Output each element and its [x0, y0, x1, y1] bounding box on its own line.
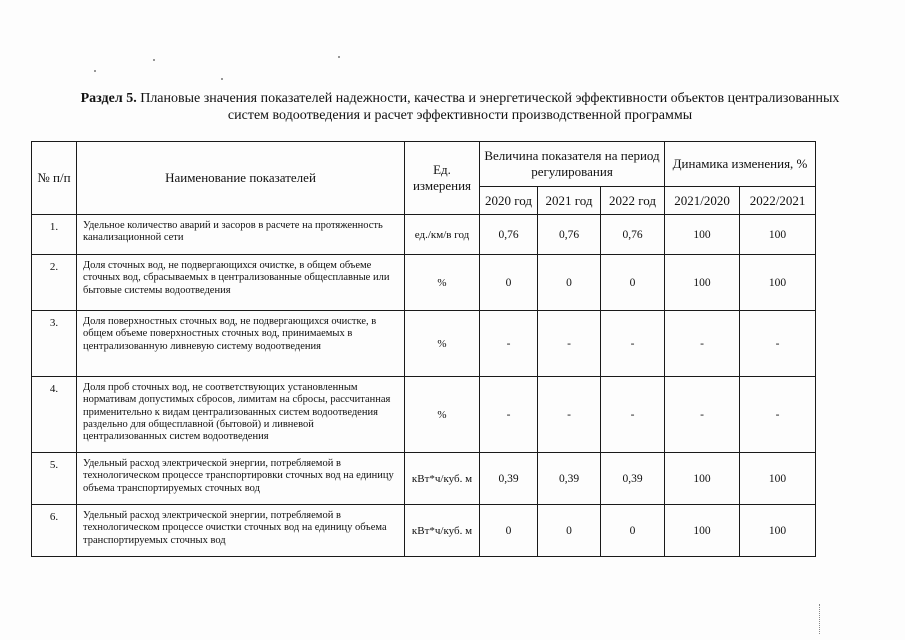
- indicator-name: Удельное количество аварий и засоров в расчете на протяженность канализационной сети: [77, 215, 405, 255]
- row-number: 4.: [32, 377, 77, 453]
- value-cell: 0: [480, 505, 538, 557]
- value-cell: -: [480, 377, 538, 453]
- table-row: [32, 453, 816, 505]
- table-row: [32, 377, 816, 453]
- dynamics-cell: 100: [665, 453, 740, 505]
- dynamics-cell: 100: [665, 255, 740, 311]
- dynamics-cell: -: [665, 377, 740, 453]
- value-cell: -: [538, 311, 601, 377]
- section-label: Раздел 5.: [80, 91, 137, 106]
- value-cell: 0,76: [538, 215, 601, 255]
- table-row: [32, 311, 816, 377]
- dynamics-cell: -: [665, 311, 740, 377]
- value-cell: 0,39: [480, 453, 538, 505]
- scan-speck: [338, 56, 340, 58]
- indicator-name: Доля сточных вод, не подвергающихся очистке, в общем объеме сточных вод, сбрасываемых в централизованные общесплавные или бытовые системы водоотведения: [77, 255, 405, 311]
- section-heading: [60, 90, 860, 124]
- header-dynamics-group: Динамика изменения, %: [665, 142, 816, 187]
- header-unit: Ед. измерения: [405, 142, 480, 215]
- scan-speck: [221, 78, 223, 80]
- value-cell: 0,39: [538, 453, 601, 505]
- value-cell: -: [538, 377, 601, 453]
- indicators-table: [31, 141, 816, 557]
- indicator-name: Удельный расход электрической энергии, потребляемой в технологическом процессе транспортировки сточных вод на единицу объема транспортируемых сточных вод: [77, 453, 405, 505]
- table-row: [32, 505, 816, 557]
- header-num: № п/п: [32, 142, 77, 215]
- value-cell: 0: [601, 255, 665, 311]
- dynamics-cell: 100: [740, 255, 816, 311]
- row-number: 2.: [32, 255, 77, 311]
- row-number: 5.: [32, 453, 77, 505]
- section-title: Плановые значения показателей надежности, качества и энергетической эффективности объектов централизованных систем водоотведения и расчет эффективности производственной программы: [140, 91, 840, 123]
- table-row: [32, 215, 816, 255]
- value-cell: -: [480, 311, 538, 377]
- value-cell: 0: [601, 505, 665, 557]
- value-cell: 0,76: [480, 215, 538, 255]
- scan-speck: [153, 59, 155, 61]
- value-cell: -: [601, 377, 665, 453]
- header-year: 2021 год: [538, 187, 601, 215]
- value-cell: 0,39: [601, 453, 665, 505]
- dynamics-cell: 100: [665, 215, 740, 255]
- table-row: [32, 255, 816, 311]
- value-cell: 0: [538, 255, 601, 311]
- indicator-name: Удельный расход электрической энергии, потребляемой в технологическом процессе очистки сточных вод на единицу объема транспортируемых сточных вод: [77, 505, 405, 557]
- indicator-unit: ед./км/в год: [405, 215, 480, 255]
- indicator-name: Доля проб сточных вод, не соответствующих установленным нормативам допустимых сбросов, лимитам на сбросы, рассчитанная применительно к видам централизованных систем водоотведения раздельно для общесплавной (бытовой) и ливневой централизованных систем водоотведения: [77, 377, 405, 453]
- indicator-unit: %: [405, 255, 480, 311]
- indicator-unit: кВт*ч/куб. м: [405, 453, 480, 505]
- header-year: 2020 год: [480, 187, 538, 215]
- scan-margin-mark: [819, 604, 821, 634]
- header-ratio: 2022/2021: [740, 187, 816, 215]
- header-year: 2022 год: [601, 187, 665, 215]
- indicator-name: Доля поверхностных сточных вод, не подвергающихся очистке, в общем объеме поверхностных сточных вод, принимаемых в централизованную ливневую систему водоотведения: [77, 311, 405, 377]
- indicator-unit: %: [405, 377, 480, 453]
- dynamics-cell: -: [740, 311, 816, 377]
- dynamics-cell: 100: [740, 505, 816, 557]
- table-header-row: [32, 142, 816, 187]
- dynamics-cell: -: [740, 377, 816, 453]
- scan-speck: [94, 70, 96, 72]
- value-cell: 0,76: [601, 215, 665, 255]
- indicator-unit: %: [405, 311, 480, 377]
- value-cell: 0: [538, 505, 601, 557]
- row-number: 1.: [32, 215, 77, 255]
- dynamics-cell: 100: [665, 505, 740, 557]
- value-cell: -: [601, 311, 665, 377]
- row-number: 6.: [32, 505, 77, 557]
- header-name: Наименование показателей: [77, 142, 405, 215]
- dynamics-cell: 100: [740, 453, 816, 505]
- dynamics-cell: 100: [740, 215, 816, 255]
- indicator-unit: кВт*ч/куб. м: [405, 505, 480, 557]
- header-period-group: Величина показателя на период регулирования: [480, 142, 665, 187]
- row-number: 3.: [32, 311, 77, 377]
- value-cell: 0: [480, 255, 538, 311]
- header-ratio: 2021/2020: [665, 187, 740, 215]
